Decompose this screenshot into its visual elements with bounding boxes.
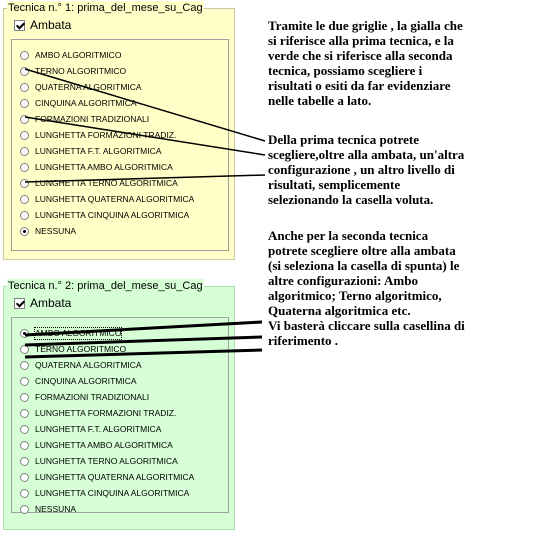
radio-option-label: FORMAZIONI TRADIZIONALI [35,392,150,402]
technique-1-title: Tecnica n.° 1: prima_del_mese_su_Cag [8,2,203,14]
radio-option-label: CINQUINA ALGORITMICA [35,98,137,108]
radio-option-label: LUNGHETTA QUATERNA ALGORITMICA [35,472,195,482]
radio-option-label: LUNGHETTA QUATERNA ALGORITMICA [35,194,195,204]
radio-option-label: AMBO ALGORITMICO [35,50,122,60]
radio-option-label: CINQUINA ALGORITMICA [35,376,137,386]
radio-option-label: AMBO ALGORITMICO [35,328,122,338]
radio-option-label: TERNO ALGORITMICO [35,66,127,76]
radio-option-label: LUNGHETTA F.T. ALGORITMICA [35,146,162,156]
radio-option-label: QUATERNA ALGORITMICA [35,82,142,92]
ambata-label: Ambata [30,18,72,32]
radio-option-label: LUNGHETTA AMBO ALGORITMICA [35,440,173,450]
radio-option-label: FORMAZIONI TRADIZIONALI [35,114,150,124]
radio-option-label: LUNGHETTA CINQUINA ALGORITMICA [35,210,190,220]
note-first-technique: Della prima tecnica potrete scegliere,oltre alla ambata, un'altra configurazione , un altro livello di risultati, semplicemente selezionando la casella voluta. [268,132,465,207]
ambata-label: Ambata [30,296,72,310]
annotation-line [25,337,262,345]
radio-option-label: LUNGHETTA F.T. ALGORITMICA [35,424,162,434]
radio-option-label: NESSUNA [35,504,77,514]
annotation-line [25,350,262,357]
radio-option-label: LUNGHETTA TERNO ALGORITMICA [35,456,178,466]
annotation-line [25,175,265,182]
radio-option-label: LUNGHETTA FORMAZIONI TRADIZ. [35,130,177,140]
radio-option-label: NESSUNA [35,226,77,236]
radio-option-label: QUATERNA ALGORITMICA [35,360,142,370]
radio-option-label: TERNO ALGORITMICO [35,344,127,354]
note-second-technique: Anche per la seconda tecnica potrete scegliere oltre alla ambata (si seleziona la casella di spunta) le altre configurazioni: Ambo algoritmico; Terno algoritmico, Quaterna algoritmica etc. Vi basterà cliccare sulla casellina di riferimento . [268,228,465,348]
annotation-line [25,69,265,141]
radio-option-label: LUNGHETTA CINQUINA ALGORITMICA [35,488,190,498]
radio-option-label: LUNGHETTA FORMAZIONI TRADIZ. [35,408,177,418]
radio-option-label: LUNGHETTA AMBO ALGORITMICA [35,162,173,172]
annotation-line [25,322,262,335]
note-grids-description: Tramite le due griglie , la gialla che si riferisce alla prima tecnica, e la verde che si riferisce alla seconda tecnica, possiamo scegliere i risultati o esiti da far evidenziare nelle tabelle a lato. [268,18,463,108]
annotation-line [25,117,265,155]
technique-2-title: Tecnica n.° 2: prima_del_mese_su_Cag [8,280,203,292]
radio-option-label: LUNGHETTA TERNO ALGORITMICA [35,178,178,188]
